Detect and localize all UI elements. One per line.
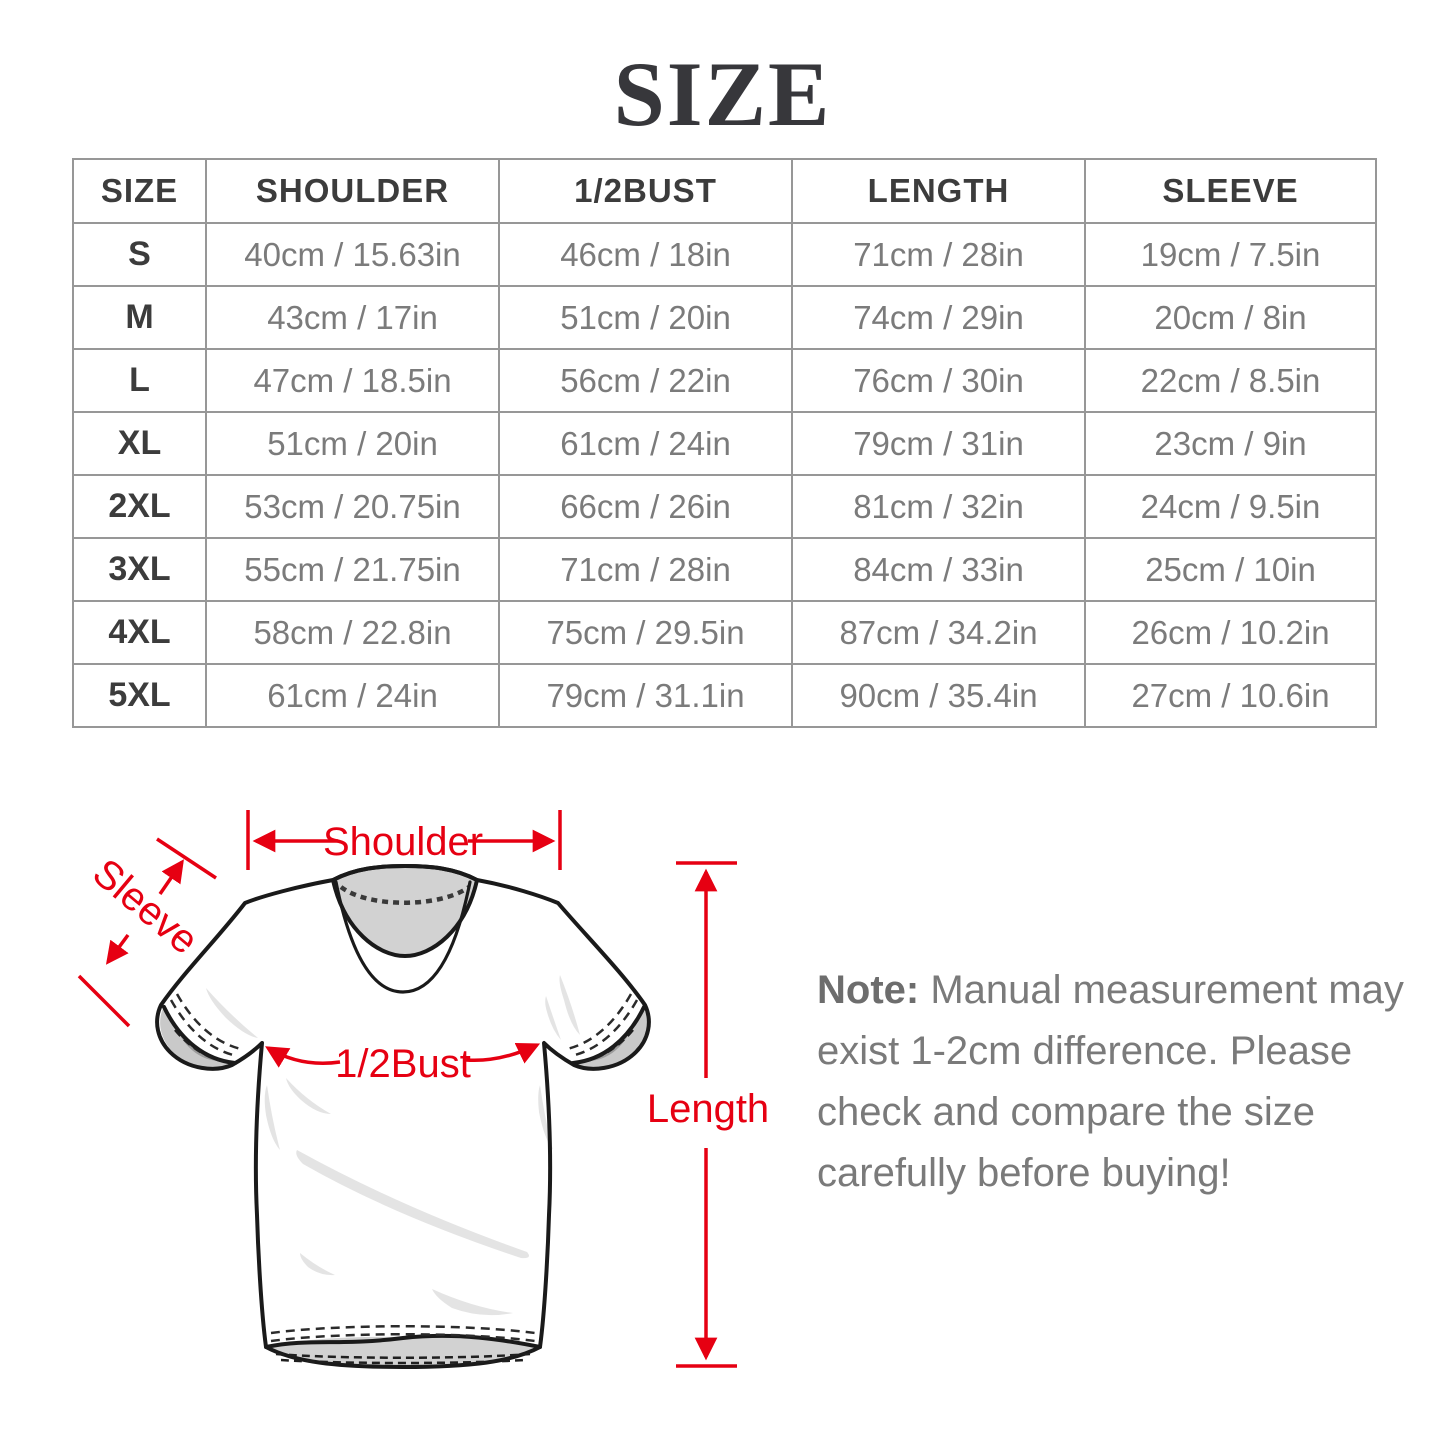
- size-cell: L: [73, 349, 206, 412]
- value-cell: 61cm / 24in: [499, 412, 792, 475]
- size-cell: 3XL: [73, 538, 206, 601]
- value-cell: 71cm / 28in: [499, 538, 792, 601]
- size-cell: S: [73, 223, 206, 286]
- value-cell: 25cm / 10in: [1085, 538, 1376, 601]
- value-cell: 81cm / 32in: [792, 475, 1085, 538]
- value-cell: 84cm / 33in: [792, 538, 1085, 601]
- note-line: check and compare the size: [817, 1090, 1316, 1134]
- bust-arrow-right: [466, 1045, 537, 1060]
- shoulder-label: Shoulder: [322, 820, 484, 864]
- value-cell: 23cm / 9in: [1085, 412, 1376, 475]
- bottom-hem-stitch: [271, 1326, 535, 1333]
- value-cell: 61cm / 24in: [206, 664, 499, 727]
- wrinkle: [296, 1150, 529, 1258]
- sleeve-arrow-up: [160, 862, 182, 894]
- sleeve-tick-top: [157, 839, 216, 878]
- value-cell: 55cm / 21.75in: [206, 538, 499, 601]
- value-cell: 51cm / 20in: [499, 286, 792, 349]
- measurement-note: [817, 960, 1407, 1204]
- value-cell: 76cm / 30in: [792, 349, 1085, 412]
- wrinkle: [286, 1078, 331, 1114]
- value-cell: 90cm / 35.4in: [792, 664, 1085, 727]
- value-cell: 47cm / 18.5in: [206, 349, 499, 412]
- value-cell: 71cm / 28in: [792, 223, 1085, 286]
- value-cell: 74cm / 29in: [792, 286, 1085, 349]
- value-cell: 20cm / 8in: [1085, 286, 1376, 349]
- right-sleeve-opening: [574, 1006, 648, 1068]
- value-cell: 19cm / 7.5in: [1085, 223, 1376, 286]
- wrinkle: [432, 1289, 513, 1315]
- page-title: SIZE: [613, 43, 832, 145]
- wrinkle: [545, 996, 561, 1040]
- value-cell: 56cm / 22in: [499, 349, 792, 412]
- sleeve-tick-bottom: [79, 976, 129, 1026]
- note-label: Note:: [817, 968, 920, 1012]
- size-cell: M: [73, 286, 206, 349]
- column-header: 1/2BUST: [499, 159, 792, 223]
- note-text: Manual measurement may: [930, 968, 1404, 1012]
- tshirt-wrinkles: [206, 975, 580, 1315]
- value-cell: 79cm / 31in: [792, 412, 1085, 475]
- note-line: [817, 960, 1407, 1021]
- wrinkle: [300, 1253, 335, 1275]
- value-cell: 43cm / 17in: [206, 286, 499, 349]
- wrinkle: [560, 975, 581, 1035]
- value-cell: 46cm / 18in: [499, 223, 792, 286]
- column-header: SIZE: [73, 159, 206, 223]
- sleeve-arrow-down: [108, 935, 128, 962]
- column-header: LENGTH: [792, 159, 1085, 223]
- value-cell: 24cm / 9.5in: [1085, 475, 1376, 538]
- value-cell: 27cm / 10.6in: [1085, 664, 1376, 727]
- bust-label: 1/2Bust: [335, 1042, 471, 1086]
- wrinkle: [206, 988, 258, 1038]
- wrinkle: [265, 1085, 280, 1150]
- value-cell: 58cm / 22.8in: [206, 601, 499, 664]
- value-cell: 79cm / 31.1in: [499, 664, 792, 727]
- value-cell: 66cm / 26in: [499, 475, 792, 538]
- value-cell: 53cm / 20.75in: [206, 475, 499, 538]
- value-cell: 22cm / 8.5in: [1085, 349, 1376, 412]
- sleeve-label: Sleeve: [84, 850, 207, 963]
- note-line: exist 1-2cm difference. Please: [817, 1029, 1353, 1073]
- value-cell: 40cm / 15.63in: [206, 223, 499, 286]
- value-cell: 87cm / 34.2in: [792, 601, 1085, 664]
- value-cell: 51cm / 20in: [206, 412, 499, 475]
- size-cell: 5XL: [73, 664, 206, 727]
- size-cell: 2XL: [73, 475, 206, 538]
- length-label: Length: [646, 1087, 770, 1131]
- size-cell: 4XL: [73, 601, 206, 664]
- note-line: carefully before buying!: [817, 1151, 1231, 1195]
- column-header: SLEEVE: [1085, 159, 1376, 223]
- value-cell: 75cm / 29.5in: [499, 601, 792, 664]
- size-cell: XL: [73, 412, 206, 475]
- left-sleeve-opening: [160, 1006, 234, 1068]
- column-header: SHOULDER: [206, 159, 499, 223]
- bust-arrow-left: [268, 1048, 340, 1063]
- value-cell: 26cm / 10.2in: [1085, 601, 1376, 664]
